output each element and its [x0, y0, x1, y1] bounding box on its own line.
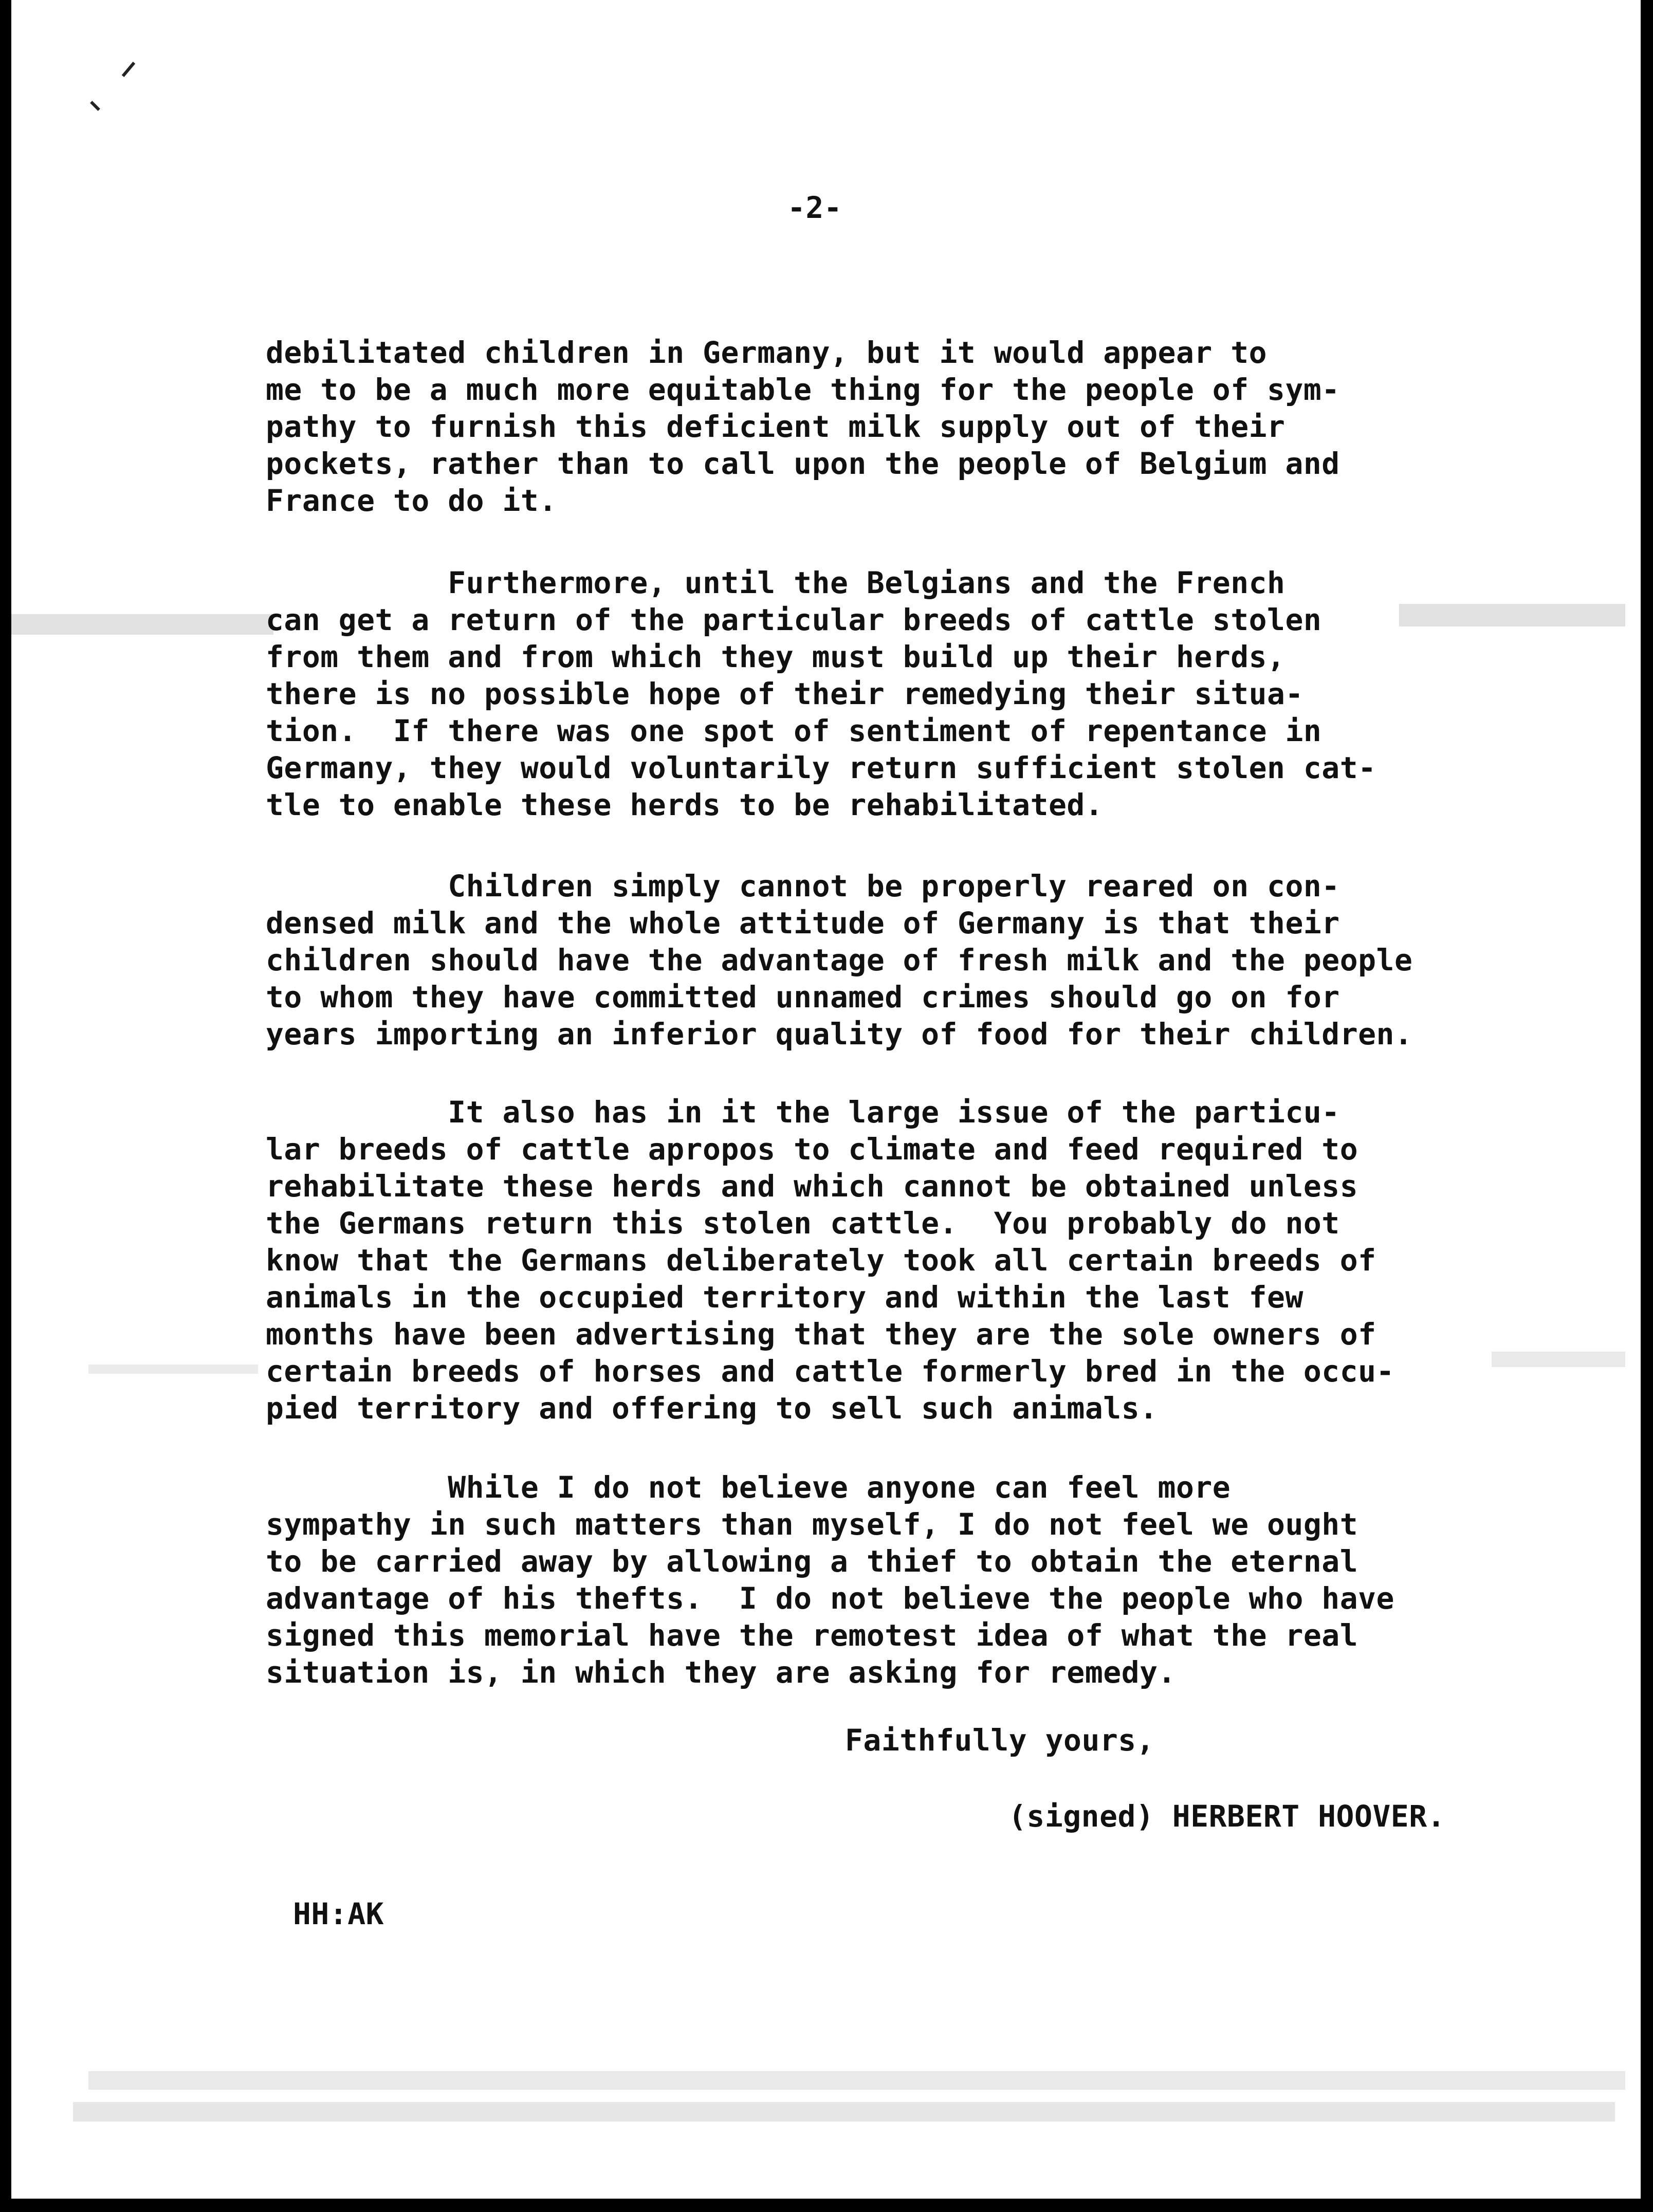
- scan-noise: [88, 1365, 258, 1374]
- text-line: densed milk and the whole attitude of Germany is that their: [266, 906, 1340, 941]
- text-line: pied territory and offering to sell such animals.: [266, 1391, 1158, 1426]
- paper-sheet: [11, 0, 1641, 2199]
- page-number: -2-: [787, 190, 842, 225]
- text-line: from them and from which they must build up their herds,: [266, 639, 1285, 674]
- text-line: rehabilitate these herds and which cannot be obtained unless: [266, 1169, 1358, 1204]
- text-line: pathy to furnish this deficient milk supply out of their: [266, 409, 1285, 444]
- text-line: certain breeds of horses and cattle formerly bred in the occu-: [266, 1354, 1394, 1389]
- text-line: Germany, they would voluntarily return sufficient stolen cat-: [266, 750, 1376, 785]
- scan-noise: [1399, 604, 1625, 626]
- scan-noise: [11, 614, 273, 635]
- text-line: me to be a much more equitable thing for the people of sym-: [266, 372, 1340, 407]
- text-line: situation is, in which they are asking for remedy.: [266, 1655, 1176, 1690]
- closing: Faithfully yours,: [845, 1723, 1155, 1758]
- text-line: to be carried away by allowing a thief to obtain the eternal: [266, 1544, 1358, 1579]
- text-line: signed this memorial have the remotest idea of what the real: [266, 1618, 1358, 1653]
- text-line: Furthermore, until the Belgians and the French: [266, 565, 1285, 600]
- initials: HH:AK: [293, 1896, 384, 1931]
- pen-mark: [122, 62, 135, 77]
- text-line: debilitated children in Germany, but it would appear to: [266, 335, 1268, 370]
- pen-mark: [90, 101, 100, 111]
- text-line: advantage of his thefts. I do not believe the people who have: [266, 1581, 1394, 1616]
- text-line: there is no possible hope of their remedying their situa-: [266, 676, 1303, 711]
- text-line: Children simply cannot be properly reared on con-: [266, 869, 1340, 904]
- text-line: lar breeds of cattle apropos to climate and feed required to: [266, 1132, 1358, 1167]
- text-line: France to do it.: [266, 483, 557, 518]
- text-line: animals in the occupied territory and within the last few: [266, 1280, 1303, 1315]
- text-line: sympathy in such matters than myself, I do not feel we ought: [266, 1507, 1358, 1542]
- scan-noise: [73, 2102, 1615, 2122]
- scan-noise: [88, 2071, 1625, 2090]
- text-line: tle to enable these herds to be rehabilitated.: [266, 787, 1104, 822]
- text-line: know that the Germans deliberately took all certain breeds of: [266, 1243, 1376, 1278]
- text-line: tion. If there was one spot of sentiment of repentance in: [266, 713, 1322, 748]
- text-line: children should have the advantage of fresh milk and the people: [266, 943, 1413, 978]
- signature: (signed) HERBERT HOOVER.: [1008, 1799, 1446, 1834]
- text-line: months have been advertising that they are the sole owners of: [266, 1317, 1376, 1352]
- text-line: the Germans return this stolen cattle. You probably do not: [266, 1206, 1340, 1241]
- text-line: years importing an inferior quality of food for their children.: [266, 1017, 1413, 1052]
- text-line: pockets, rather than to call upon the people of Belgium and: [266, 446, 1340, 481]
- text-line: can get a return of the particular breeds of cattle stolen: [266, 602, 1322, 637]
- text-line: to whom they have committed unnamed crimes should go on for: [266, 980, 1340, 1015]
- text-line: It also has in it the large issue of the particu-: [266, 1095, 1340, 1130]
- scan-noise: [1492, 1352, 1625, 1367]
- text-line: While I do not believe anyone can feel more: [266, 1470, 1231, 1505]
